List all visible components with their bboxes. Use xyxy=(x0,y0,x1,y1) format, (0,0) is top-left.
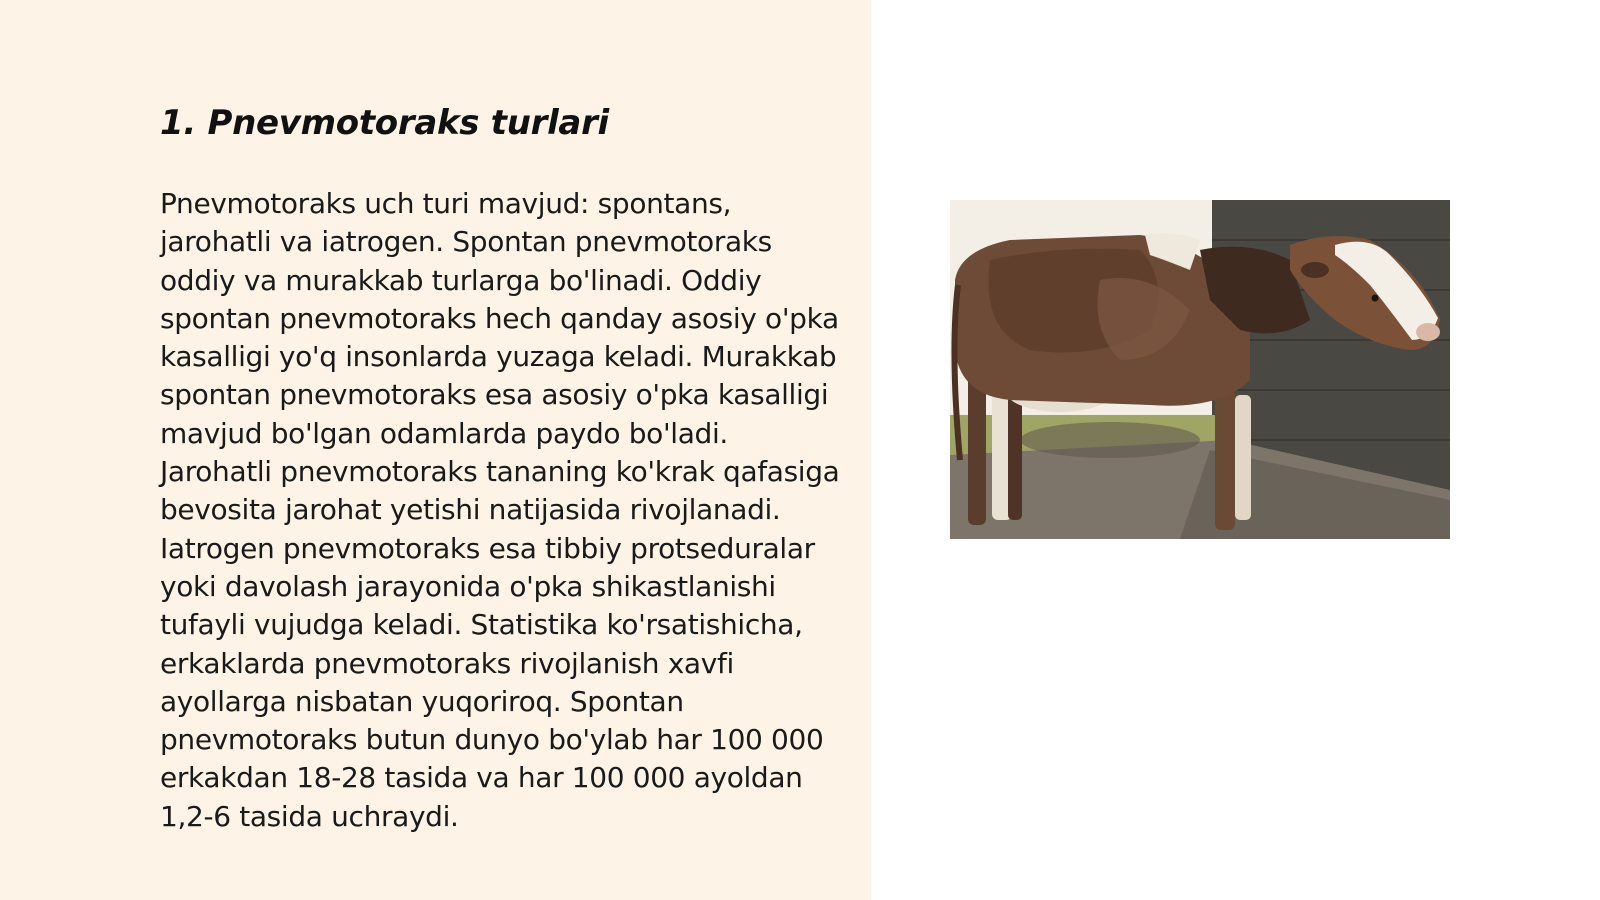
slide-title: 1. Pnevmotoraks turlari xyxy=(160,103,609,143)
slide-body-text: Pnevmotoraks uch turi mavjud: spontans, jarohatli va iatrogen. Spontan pnevmotoraks oddiy va murakkab turlarga bo'linadi. Oddiy spontan pnevmotoraks hech qanday asosiy o'pka kasalligi yo'q insonlarda yuzaga keladi. Murakkab spontan pnevmotoraks esa asosiy o'pka kasalligi mavjud bo'lgan odamlarda paydo bo'ladi. Jarohatli pnevmotoraks tananing ko'krak qafasiga bevosita jarohat yetishi natijasida rivojlanadi. Iatrogen pnevmotoraks esa tibbiy protseduralar yoki davolash jarayonida o'pka shikastlanishi tufayli vujudga keladi. Statistika ko'rsatishicha, erkaklarda pnevmotoraks rivojlanish xavfi ayollarga nisbatan yuqoriroq. Spontan pnevmotoraks butun dunyo bo'ylab har 100 000 erkakdan 18-28 tasida va har 100 000 ayoldan 1,2-6 tasida uchraydi. xyxy=(160,187,840,833)
cow-illustration xyxy=(950,200,1450,539)
cow-photo xyxy=(950,200,1450,539)
